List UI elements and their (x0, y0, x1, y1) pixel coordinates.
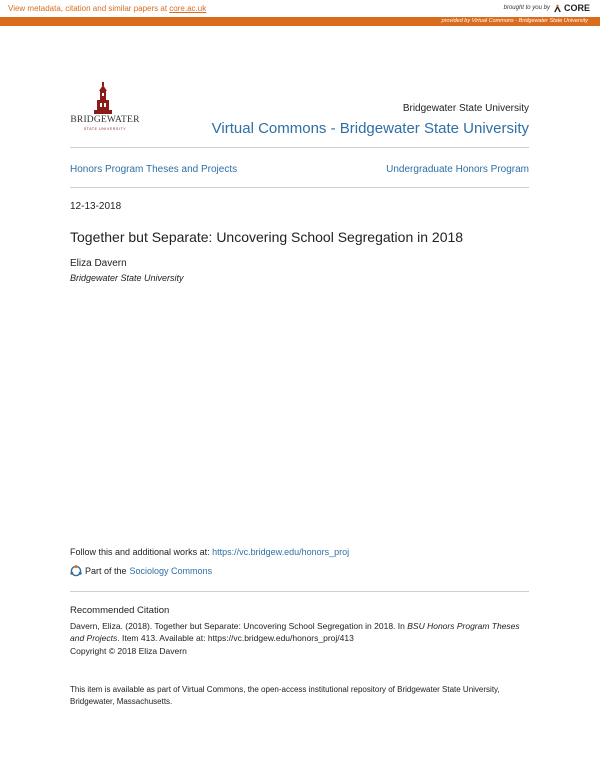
citation-text (70, 620, 530, 644)
honors-theses-link[interactable]: Honors Program Theses and Projects (70, 164, 238, 175)
logo-wordmark: BRIDGEWATER (70, 115, 140, 125)
author-affiliation: Bridgewater State University (70, 273, 184, 283)
undergraduate-honors-link[interactable]: Undergraduate Honors Program (386, 164, 529, 175)
recommended-citation-heading: Recommended Citation (70, 605, 170, 616)
divider-citation (70, 591, 529, 592)
commons-network-icon (70, 565, 82, 577)
follow-line (70, 547, 349, 557)
follow-url-link[interactable]: https://vc.bridgew.edu/honors_proj (212, 547, 350, 557)
logo-subtitle: STATE UNIVERSITY (83, 127, 127, 131)
citation-end: . Item 413. Available at: https://vc.bridgew.edu/honors_proj/413 (117, 633, 354, 643)
core-link[interactable]: core.ac.uk (169, 4, 207, 13)
provided-by-label: provided by Virtual Commons - Bridgewater State University (441, 18, 588, 24)
university-name: Bridgewater State University (402, 103, 529, 114)
repository-footer: This item is available as part of Virtual Commons, the open-access institutional repository of Bridgewater State University, Bridgewater, Massachusetts. (70, 685, 500, 706)
follow-label: Follow this and additional works at: (70, 547, 213, 557)
core-logo-icon (553, 4, 562, 13)
core-metadata-text (8, 4, 206, 13)
part-of-label: Part of the (85, 566, 127, 576)
sociology-commons-link[interactable]: Sociology Commons (129, 566, 213, 576)
copyright-notice: Copyright © 2018 Eliza Davern (70, 646, 187, 656)
brought-by-label: brought to you by (503, 5, 550, 11)
core-metadata-label: View metadata, citation and similar papers at (8, 4, 170, 13)
core-logo (553, 3, 590, 13)
publication-date: 12-13-2018 (70, 201, 122, 212)
bsu-logo[interactable] (70, 82, 142, 134)
part-of-line (70, 565, 212, 577)
divider-top (70, 147, 529, 148)
core-label: CORE (563, 3, 590, 13)
author-name: Eliza Davern (70, 258, 127, 269)
tower-icon (94, 82, 112, 114)
core-provided-by-strip (0, 17, 600, 26)
divider-nav (70, 187, 529, 188)
citation-series: BSU Honors Program Theses and Projects (70, 621, 520, 643)
document-title: Together but Separate: Uncovering School Segregation in 2018 (70, 229, 464, 245)
core-brought-by[interactable] (504, 3, 590, 13)
repository-link[interactable]: Virtual Commons - Bridgewater State University (211, 120, 529, 137)
citation-start: Davern, Eliza. (2018). Together but Separate: Uncovering School Segregation in 2018. In (70, 621, 408, 631)
